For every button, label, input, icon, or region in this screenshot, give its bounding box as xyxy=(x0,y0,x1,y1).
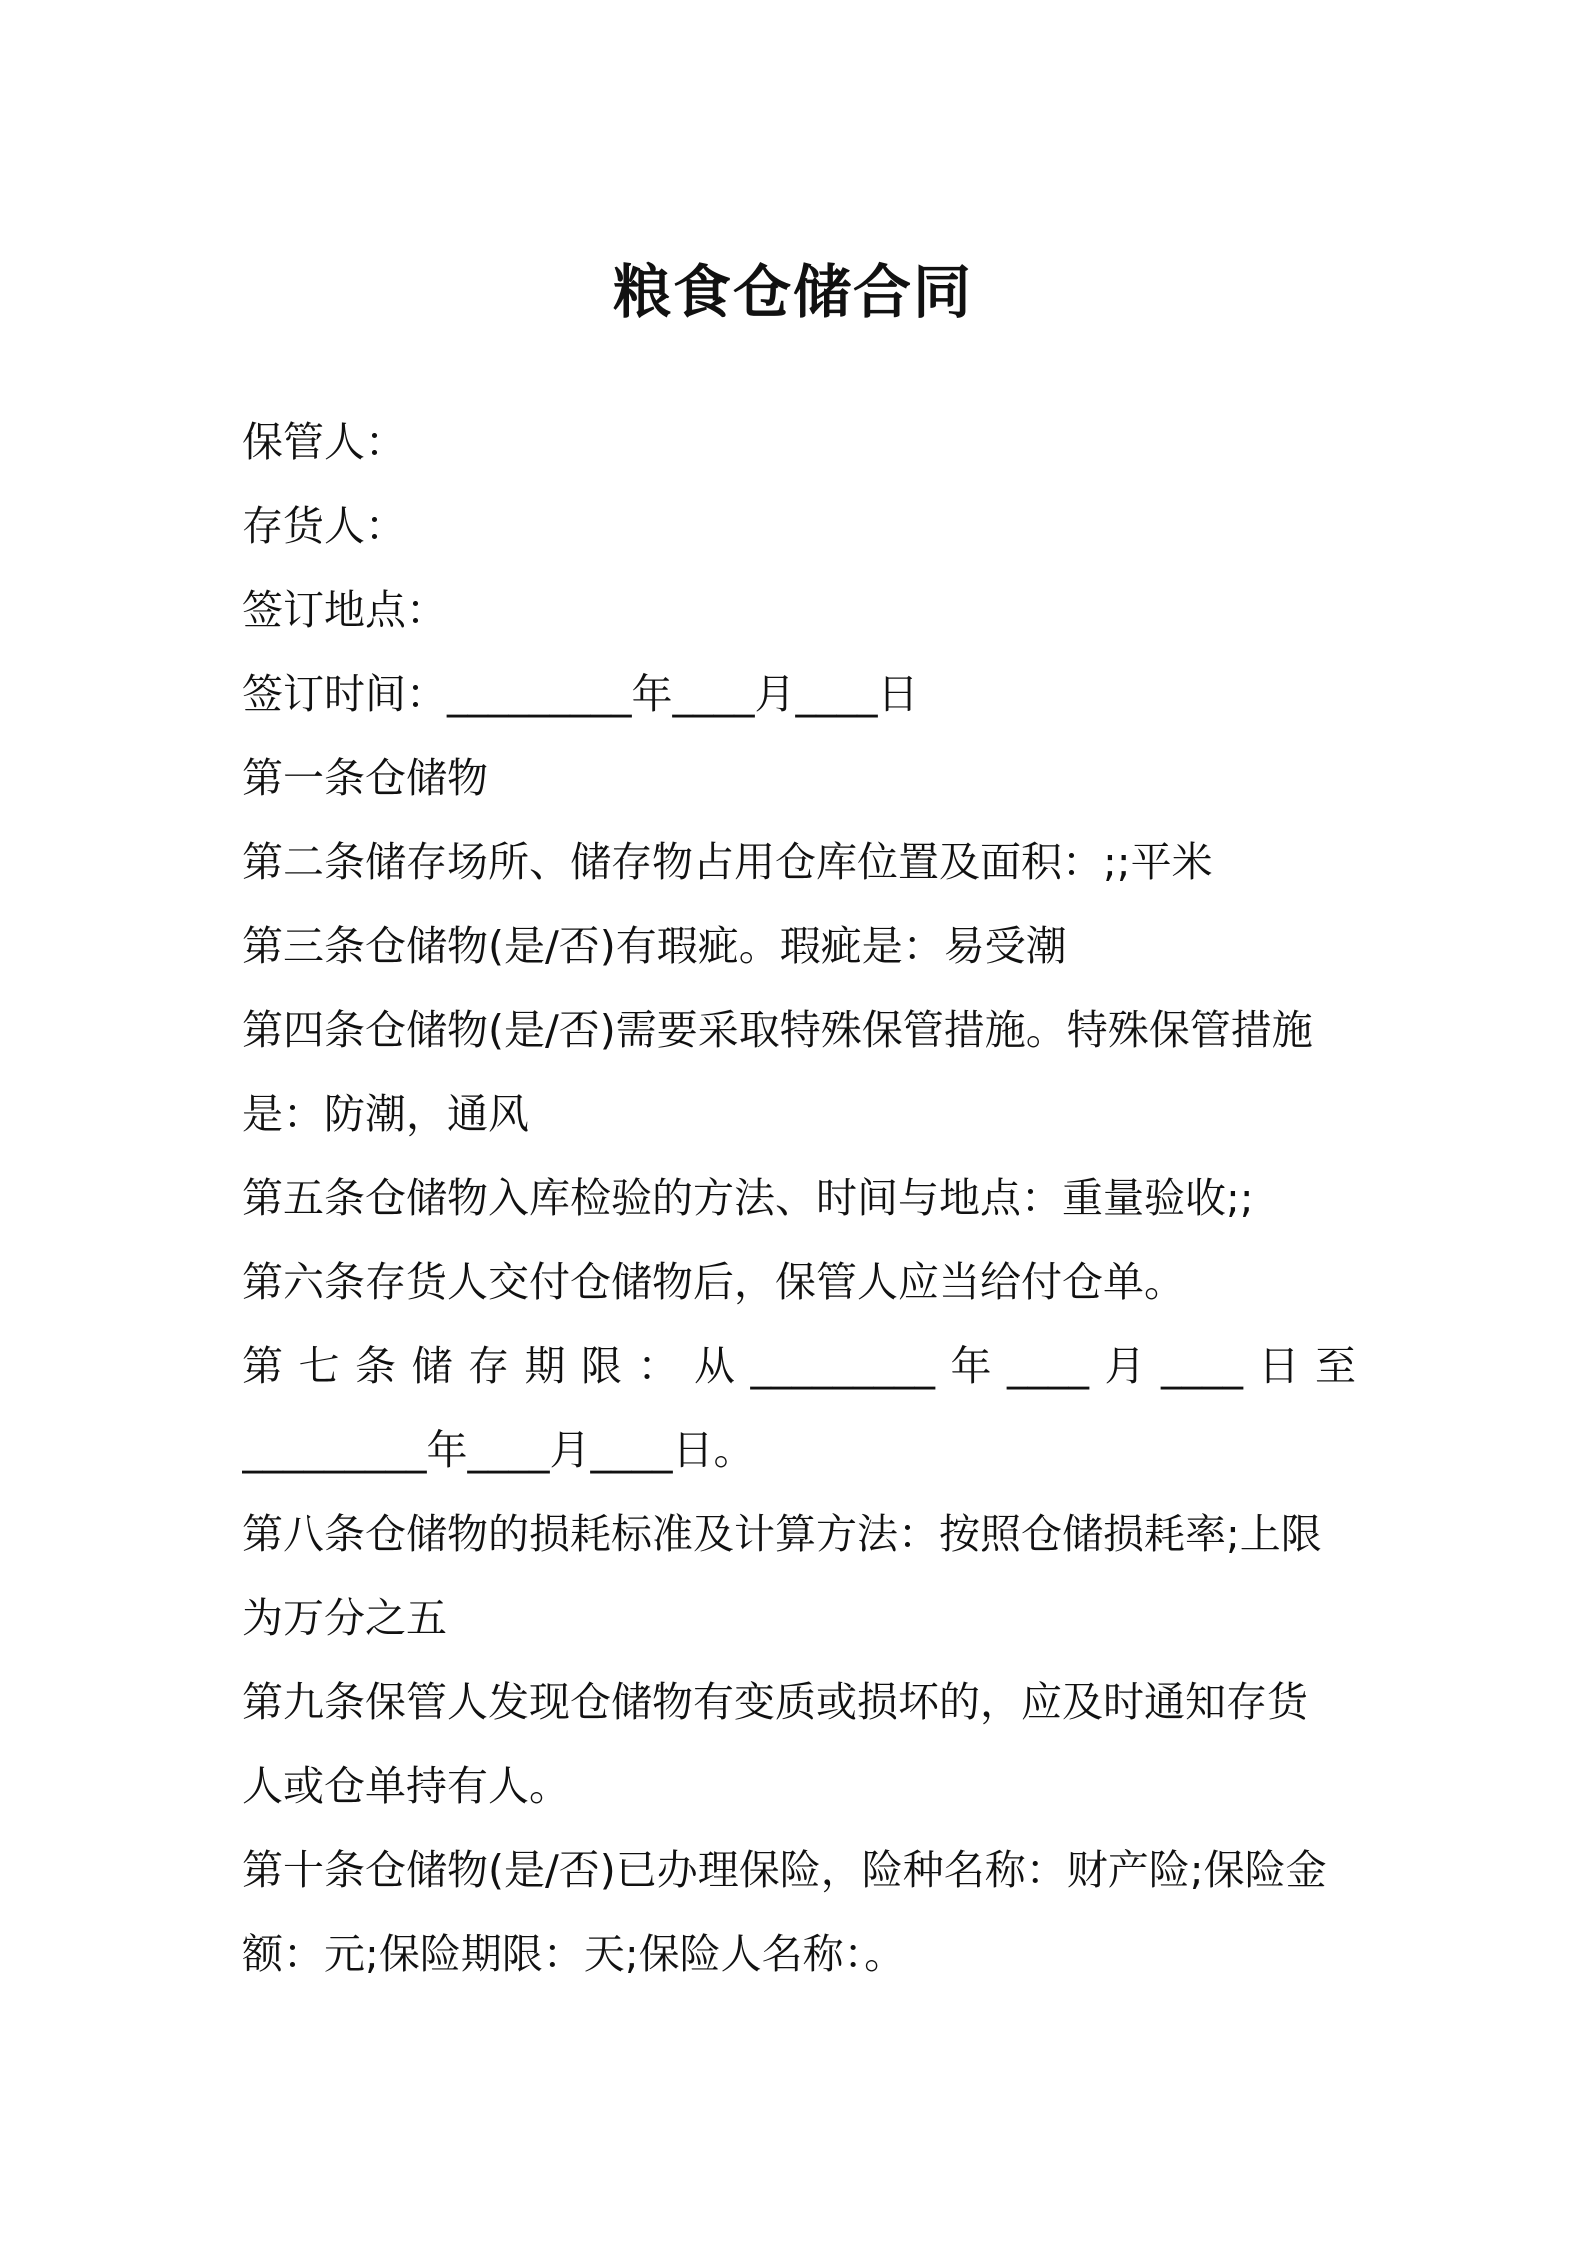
document-body xyxy=(242,400,1356,1996)
article-10-cont: 额：元;保险期限：天;保险人名称：。 xyxy=(242,1930,906,1978)
document-title: 粮食仓储合同 xyxy=(612,258,973,326)
article-6: 第六条存货人交付仓储物后，保管人应当给付仓单。 xyxy=(242,1258,1185,1306)
article-5: 第五条仓储物入库检验的方法、时间与地点：重量验收;; xyxy=(242,1174,1254,1222)
article-1: 第一条仓储物 xyxy=(242,754,488,802)
article-2: 第二条储存场所、储存物占用仓库位置及面积：;;平米 xyxy=(242,838,1213,886)
line-signing-date: 签订时间：_________年____月____日 xyxy=(242,670,919,718)
article-4: 第四条仓储物(是/否)需要采取特殊保管措施。特殊保管措施 xyxy=(242,1006,1313,1054)
article-4-cont: 是：防潮，通风 xyxy=(242,1090,529,1138)
article-8-cont: 为万分之五 xyxy=(242,1594,447,1642)
article-3: 第三条仓储物(是/否)有瑕疵。瑕疵是：易受潮 xyxy=(242,922,1067,970)
line-signing-place: 签订地点： xyxy=(242,586,447,634)
article-8: 第八条仓储物的损耗标准及计算方法：按照仓储损耗率;上限 xyxy=(242,1510,1322,1558)
article-7-cont: _________年____月____日。 xyxy=(242,1426,755,1474)
article-7: 第七条储存期限：从_________年____月____日至 xyxy=(242,1342,1356,1390)
line-depositor: 存货人： xyxy=(242,502,406,550)
article-10: 第十条仓储物(是/否)已办理保险，险种名称：财产险;保险金 xyxy=(242,1846,1327,1894)
article-9-cont: 人或仓单持有人。 xyxy=(242,1762,570,1810)
article-9: 第九条保管人发现仓储物有变质或损坏的，应及时通知存货 xyxy=(242,1678,1308,1726)
line-custodian: 保管人： xyxy=(242,418,406,466)
